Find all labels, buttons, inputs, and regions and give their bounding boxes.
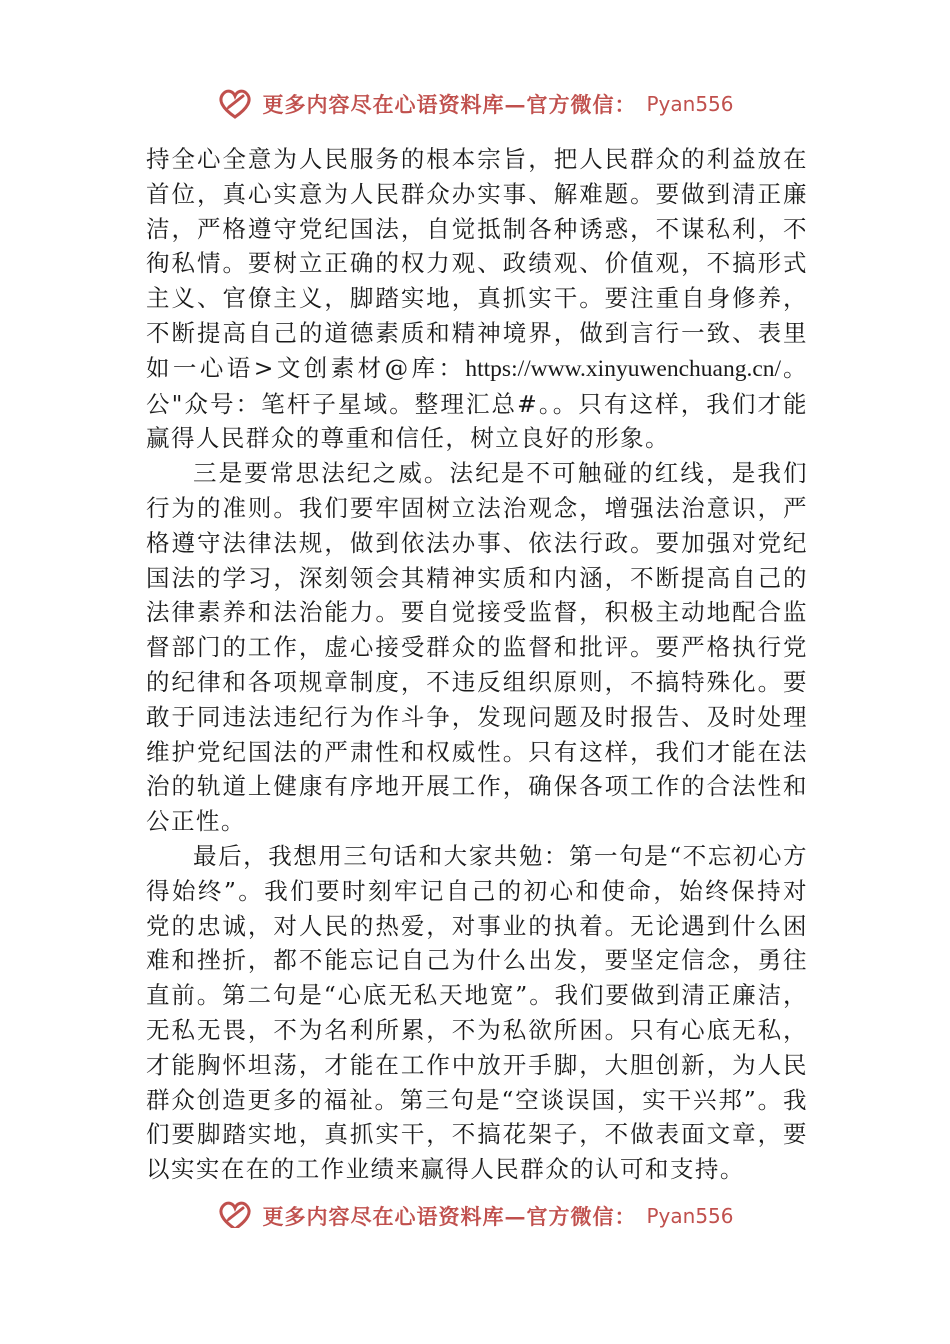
paragraph-1-url: https://www.xinyuwenchuang.cn/ — [465, 355, 782, 382]
paragraph-1-text-b: 。公"众号：笔杆子星域。整理汇总#。。只有这样，我们才能赢得人民群众的尊重和信任，树立良好的形象。 — [146, 353, 808, 453]
paragraph-continuation — [146, 142, 808, 456]
header-banner-text: 更多内容尽在心语资料库—官方微信： — [262, 92, 637, 117]
heart-pen-logo-icon — [216, 87, 254, 121]
page-footer-banner — [0, 1196, 950, 1228]
document-body — [146, 142, 808, 1187]
heart-pen-logo-icon — [216, 1199, 254, 1228]
footer-wechat-id: Pyan556 — [646, 1204, 734, 1228]
header-wechat-id: Pyan556 — [646, 92, 734, 116]
paragraph-closing: 最后，我想用三句话和大家共勉：第一句是“不忘初心方得始终”。我们要时刻牢记自己的初心和使命，始终保持对党的忠诚，对人民的热爱，对事业的执着。无论遇到什么困难和挫折，都不能忘记自己为什么出发，要坚定信念，勇往直前。第二句是“心底无私天地宽”。我们要做到清正廉洁，无私无畏，不为名利所累，不为私欲所困。只有心底无私，才能胸怀坦荡，才能在工作中放开手脚，大胆创新，为人民群众创造更多的福祉。第三句是“空谈误国，实干兴邦”。我们要脚踏实地，真抓实干，不搞花架子，不做表面文章，要以实实在在的工作业绩来赢得人民群众的认可和支持。 — [146, 841, 808, 1184]
paragraph-law-discipline: 三是要常思法纪之威。法纪是不可触碰的红线，是我们行为的准则。我们要牢固树立法治观念，增强法治意识，严格遵守法律法规，做到依法办事、依法行政。要加强对党纪国法的学习，深刻领会其精神实质和内涵，不断提高自己的法律素养和法治能力。要自觉接受监督，积极主动地配合监督部门的工作，虚心接受群众的监督和批评。要严格执行党的纪律和各项规章制度，不违反组织原则，不搞特殊化。要敢于同违法违纪行为作斗争，发现问题及时报告、及时处理维护党纪国法的严肃性和权威性。只有这样，我们才能在法治的轨道上健康有序地开展工作，确保各项工作的合法性和公正性。 — [146, 459, 808, 836]
footer-banner-text: 更多内容尽在心语资料库—官方微信： — [262, 1204, 637, 1228]
page-header-banner — [0, 82, 950, 126]
paragraph-1-text-a: 持全心全意为人民服务的根本宗旨，把人民群众的利益放在首位，真心实意为人民群众办实事、解难题。要做到清正廉洁，严格遵守党纪国法，自觉抵制各种诱惑，不谋私利，不徇私情。要树立正确的权力观、政绩观、价值观，不搞形式主义、官僚主义，脚踏实地，真抓实干。要注重自身修养，不断提高自己的道德素质和精神境界，做到言行一致、表里如一心语>文创素材@库： — [146, 145, 808, 382]
